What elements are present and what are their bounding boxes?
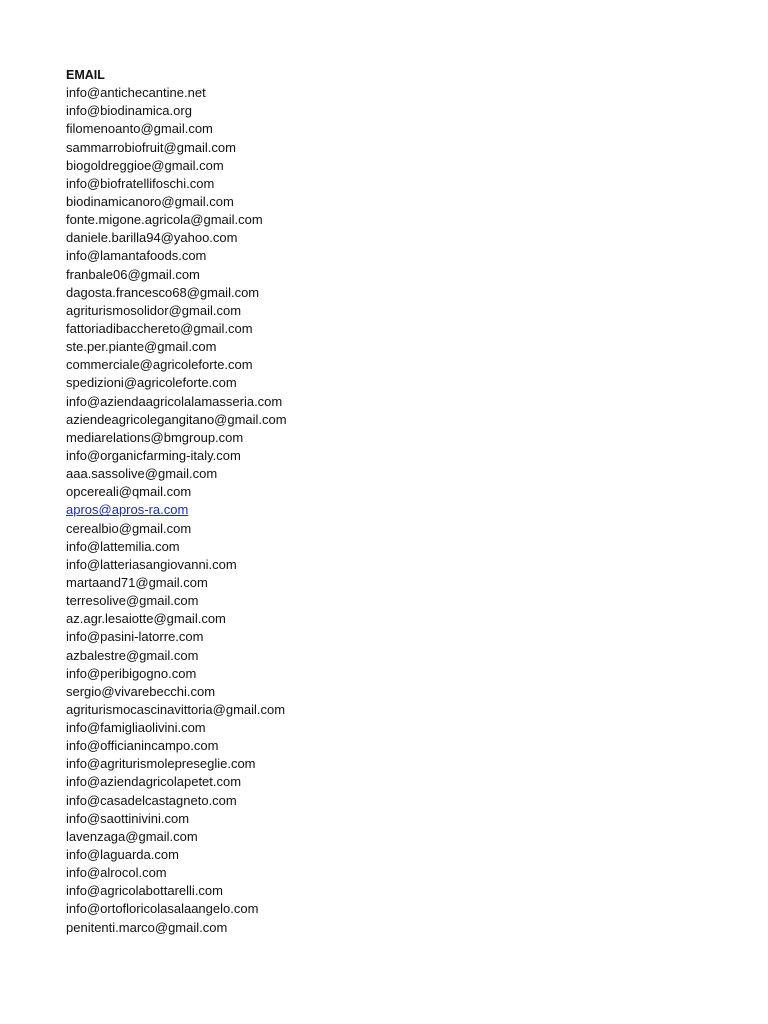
email-row: agriturismosolidor@gmail.com <box>66 302 242 318</box>
email-row: dagosta.francesco68@gmail.com <box>66 284 260 300</box>
email-row: info@saottinivini.com <box>66 810 190 826</box>
email-row: info@biodinamica.org <box>66 103 192 119</box>
email-row: mediarelations@bmgroup.com <box>66 429 244 445</box>
email-row: info@laguarda.com <box>66 847 179 863</box>
email-row: lavenzaga@gmail.com <box>66 828 198 844</box>
email-list <box>66 84 666 937</box>
email-column <box>66 66 666 937</box>
email-row: info@ortofloricolasalaangelo.com <box>66 901 259 917</box>
email-row: franbale06@gmail.com <box>66 266 200 282</box>
email-row: cerealbio@gmail.com <box>66 520 192 536</box>
email-row: aaa.sassolive@gmail.com <box>66 466 218 482</box>
email-row: info@lattemilia.com <box>66 538 180 554</box>
email-row: azbalestre@gmail.com <box>66 647 199 663</box>
email-row: info@peribigogno.com <box>66 665 197 681</box>
email-row: biogoldreggioe@gmail.com <box>66 157 224 173</box>
email-row: info@officianincampo.com <box>66 738 219 754</box>
email-row: info@lamantafoods.com <box>66 248 207 264</box>
email-row: opcereali@qmail.com <box>66 484 192 500</box>
email-row: aziendeagricolegangitano@gmail.com <box>66 411 287 427</box>
email-row: martaand71@gmail.com <box>66 574 208 590</box>
column-header: EMAIL <box>66 68 105 82</box>
email-row: fattoriadibacchereto@gmail.com <box>66 320 253 336</box>
email-row: info@agricolabottarelli.com <box>66 883 223 899</box>
email-row: info@latteriasangiovanni.com <box>66 556 237 572</box>
email-row: filomenoanto@gmail.com <box>66 121 213 137</box>
email-row: info@aziendagricolapetet.com <box>66 774 242 790</box>
email-row: sammarrobiofruit@gmail.com <box>66 139 236 155</box>
email-row: info@famigliaolivini.com <box>66 720 206 736</box>
email-row: info@alrocol.com <box>66 865 167 881</box>
email-row: ste.per.piante@gmail.com <box>66 339 217 355</box>
email-row: daniele.barilla94@yahoo.com <box>66 230 238 246</box>
email-link[interactable]: apros@apros-ra.com <box>66 502 189 518</box>
email-row: info@pasini-latorre.com <box>66 629 204 645</box>
email-row: terresolive@gmail.com <box>66 593 199 609</box>
email-row: biodinamicanoro@gmail.com <box>66 193 234 209</box>
email-row: penitenti.marco@gmail.com <box>66 919 228 935</box>
email-row: spedizioni@agricoleforte.com <box>66 375 237 391</box>
email-row: info@agriturismolepreseglie.com <box>66 756 256 772</box>
email-row: az.agr.lesaiotte@gmail.com <box>66 611 226 627</box>
email-row: sergio@vivarebecchi.com <box>66 683 216 699</box>
email-row: info@organicfarming-italy.com <box>66 447 241 463</box>
email-row: fonte.migone.agricola@gmail.com <box>66 212 263 228</box>
email-row: info@biofratellifoschi.com <box>66 175 215 191</box>
email-row: agriturismocascinavittoria@gmail.com <box>66 701 286 717</box>
email-row: info@antichecantine.net <box>66 85 206 101</box>
email-row: info@casadelcastagneto.com <box>66 792 237 808</box>
email-row: commerciale@agricoleforte.com <box>66 357 253 373</box>
email-row: info@aziendaagricolalamasseria.com <box>66 393 283 409</box>
